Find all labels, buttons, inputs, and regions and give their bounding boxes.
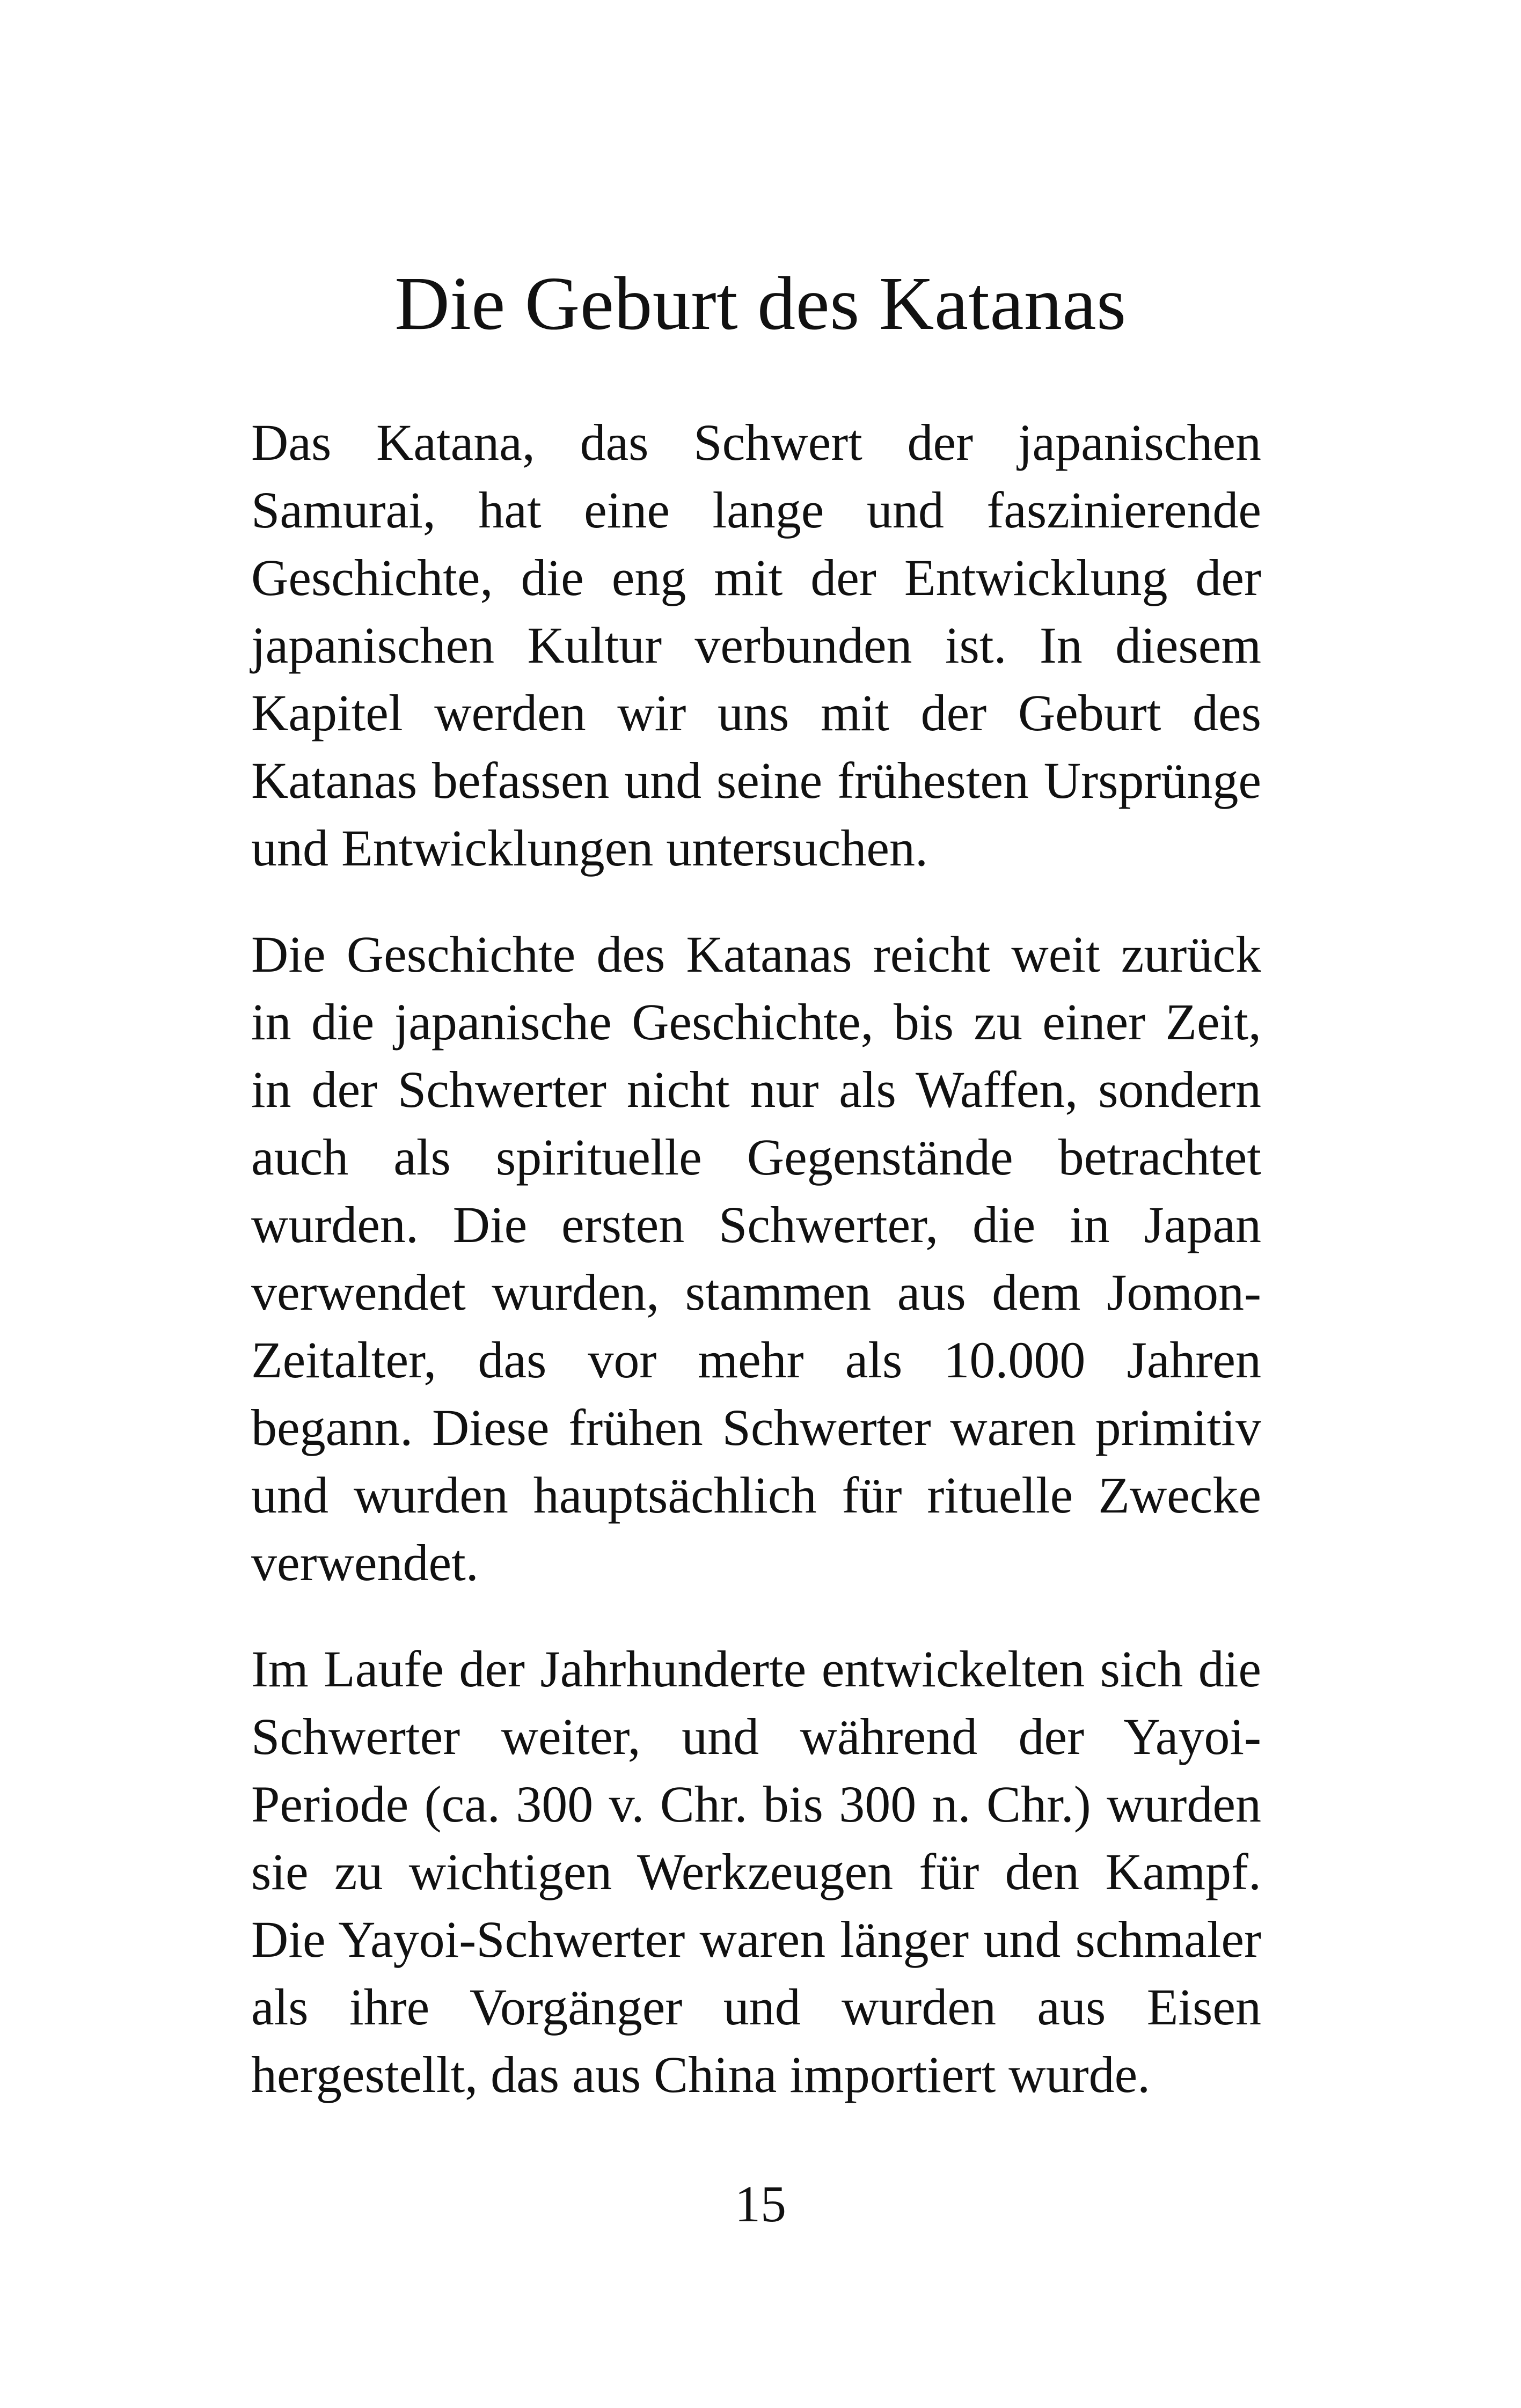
body-text xyxy=(251,409,1261,2147)
page-number: 15 xyxy=(735,2175,786,2233)
paragraph: Die Geschichte des Katanas reicht weit zurück in die japanische Geschichte, bis zu einer Zeit, in der Schwerter nicht nur als Waffen, sondern auch als spirituelle Gegenstände betrachtet wurden. Die ersten Schwerter, die in Japan verwendet wurden, stammen aus dem Jomon-Zeitalter, das vor mehr als 10.000 Jahren begann. Diese frühen Schwerter waren primitiv und wurden hauptsächlich für rituelle Zwecke verwendet. xyxy=(251,926,1261,1591)
paragraph: Im Laufe der Jahrhunderte entwickelten sich die Schwerter weiter, und während der Yayoi-Periode (ca. 300 v. Chr. bis 300 n. Chr.) wurden sie zu wichtigen Werkzeugen für den Kampf. Die Yayoi-Schwerter waren länger und schmaler als ihre Vorgänger und wurden aus Eisen hergestellt, das aus China importiert wurde. xyxy=(251,1640,1261,2103)
paragraph: Das Katana, das Schwert der japanischen Samurai, hat eine lange und faszinierende Geschichte, die eng mit der Entwicklung der japanischen Kultur verbunden ist. In diesem Kapitel werden wir uns mit der Geburt des Katanas befassen und seine frühesten Ursprünge und Entwicklungen untersuchen. xyxy=(251,414,1261,877)
chapter-title: Die Geburt des Katanas xyxy=(394,261,1127,346)
